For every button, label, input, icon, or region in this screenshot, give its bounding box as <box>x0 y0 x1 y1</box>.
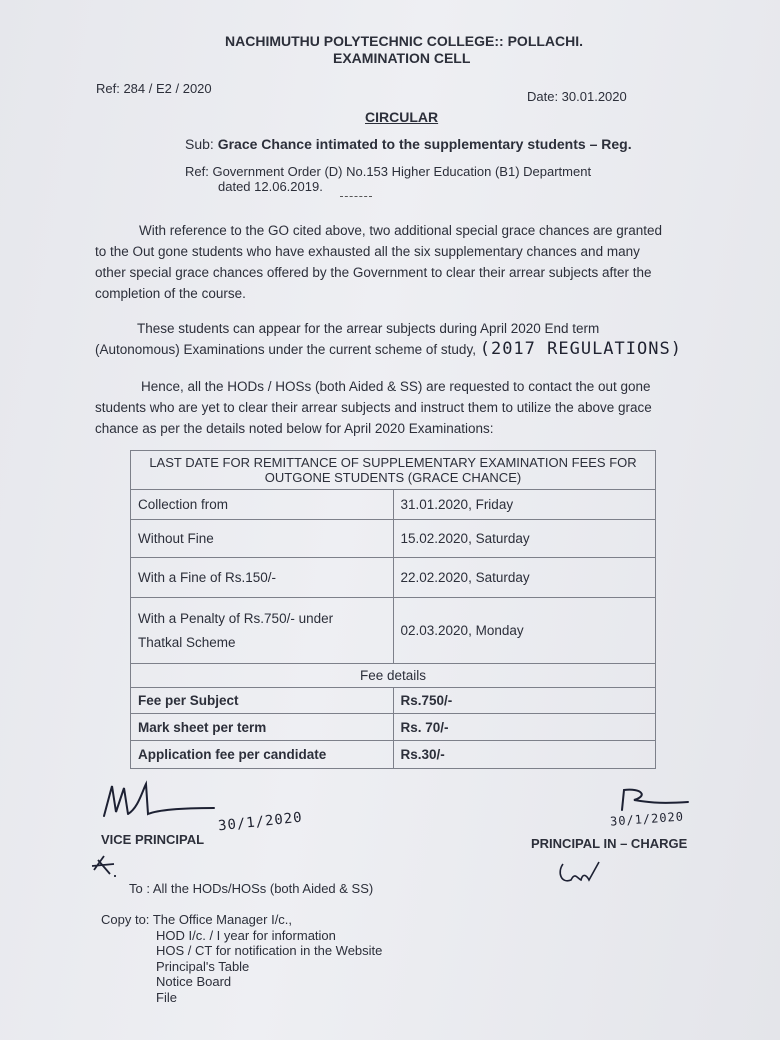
paragraph-line: These students can appear for the arrear subjects during April 2020 End term <box>137 321 600 336</box>
row-label: Without Fine <box>131 520 394 558</box>
paragraph-line: completion of the course. <box>95 286 246 301</box>
copy-to-item: File <box>156 989 177 1005</box>
copy-to-item: HOS / CT for notification in the Website <box>156 943 383 958</box>
row-label-line2: Thatkal Scheme <box>138 634 236 650</box>
table-heading <box>131 451 656 490</box>
circular-date: Date: 30.01.2020 <box>527 89 627 104</box>
fee-value: Rs.30/- <box>393 741 656 769</box>
subject-text: Grace Chance intimated to the supplementary students – Reg. <box>217 136 632 152</box>
paragraph-line: other special grace chances offered by the Government to clear their arrear subjects after the <box>95 265 652 280</box>
copy-to-item: HOD I/c. / I year for information <box>156 927 336 943</box>
paragraph-line: to the Out gone students who have exhausted all the six supplementary chances and many <box>95 244 640 259</box>
row-label <box>131 598 394 664</box>
principal-initials <box>555 858 603 888</box>
circular-title: CIRCULAR <box>365 109 439 125</box>
fee-schedule-table <box>130 450 656 769</box>
subject-line <box>185 136 632 152</box>
paragraph-line: chance as per the details noted below for April 2020 Examinations: <box>95 421 494 436</box>
principal-signed-date: 30/1/2020 <box>609 809 685 829</box>
copy-to-item: Notice Board <box>156 974 232 989</box>
vice-principal-signature <box>98 778 218 828</box>
row-label: With a Fine of Rs.150/- <box>131 558 394 598</box>
initials-mark <box>90 852 120 880</box>
paragraph-hod-instructions <box>95 376 652 439</box>
table-heading-row <box>131 451 656 490</box>
paragraph-arrear-exams <box>95 318 682 360</box>
principal-title: PRINCIPAL IN – CHARGE <box>531 836 688 851</box>
fee-label: Application fee per candidate <box>131 741 394 769</box>
table-row <box>131 688 656 714</box>
table-row <box>131 598 656 664</box>
vice-principal-signed-date: 30/1/2020 <box>217 809 304 835</box>
fee-label: Fee per Subject <box>131 688 394 714</box>
fee-value: Rs. 70/- <box>393 714 656 741</box>
paragraph-line: Hence, all the HODs / HOSs (both Aided & SS) are requested to contact the out gone <box>141 379 651 394</box>
copy-to-block <box>101 912 382 1005</box>
fee-label: Mark sheet per term <box>131 714 394 741</box>
fee-details-heading: Fee details <box>131 664 656 688</box>
fee-value: Rs.750/- <box>393 688 656 714</box>
college-name: NACHIMUTHU POLYTECHNIC COLLEGE:: POLLACHI. <box>225 33 584 49</box>
row-value: 31.01.2020, Friday <box>393 490 656 520</box>
row-value: 15.02.2020, Saturday <box>393 520 656 558</box>
copy-to-item: Principal's Table <box>156 958 250 974</box>
table-row <box>131 714 656 741</box>
paragraph-line: students who are yet to clear their arrear subjects and instruct them to utilize the above grace <box>95 400 652 415</box>
fee-heading-row <box>131 664 656 688</box>
table-row <box>131 558 656 598</box>
table-row <box>131 741 656 769</box>
table-heading-line1: LAST DATE FOR REMITTANCE OF SUPPLEMENTARY EXAMINATION FEES FOR <box>149 455 637 470</box>
reference-number: Ref: 284 / E2 / 2020 <box>96 81 212 96</box>
copy-to-label: Copy to: <box>101 912 150 927</box>
subject-prefix: Sub: <box>185 136 214 152</box>
to-line: To : All the HODs/HOSs (both Aided & SS) <box>129 881 374 896</box>
divider-dashes <box>340 196 372 197</box>
vice-principal-title: VICE PRINCIPAL <box>101 832 205 847</box>
govt-order-ref-line1: Ref: Government Order (D) No.153 Higher Education (B1) Department <box>185 164 592 179</box>
handwritten-regulations-note: (2017 REGULATIONS) <box>479 339 682 359</box>
copy-to-item: The Office Manager I/c., <box>152 912 293 927</box>
copy-to-first-line <box>101 912 382 928</box>
table-heading-line2: OUTGONE STUDENTS (GRACE CHANCE) <box>264 470 522 485</box>
row-label: Collection from <box>131 490 394 520</box>
table-row <box>131 520 656 558</box>
paragraph-line: With reference to the GO cited above, two additional special grace chances are granted <box>139 223 663 238</box>
examination-cell: EXAMINATION CELL <box>333 50 471 66</box>
table-row <box>131 490 656 520</box>
govt-order-ref-line2: dated 12.06.2019. <box>218 179 323 194</box>
paragraph-line <box>95 339 682 360</box>
row-label-line1: With a Penalty of Rs.750/- under <box>138 610 334 626</box>
paragraph-line-text: (Autonomous) Examinations under the current scheme of study, <box>95 342 476 357</box>
row-value: 02.03.2020, Monday <box>393 598 656 664</box>
row-value: 22.02.2020, Saturday <box>393 558 656 598</box>
paragraph-grace-chances <box>95 220 662 304</box>
